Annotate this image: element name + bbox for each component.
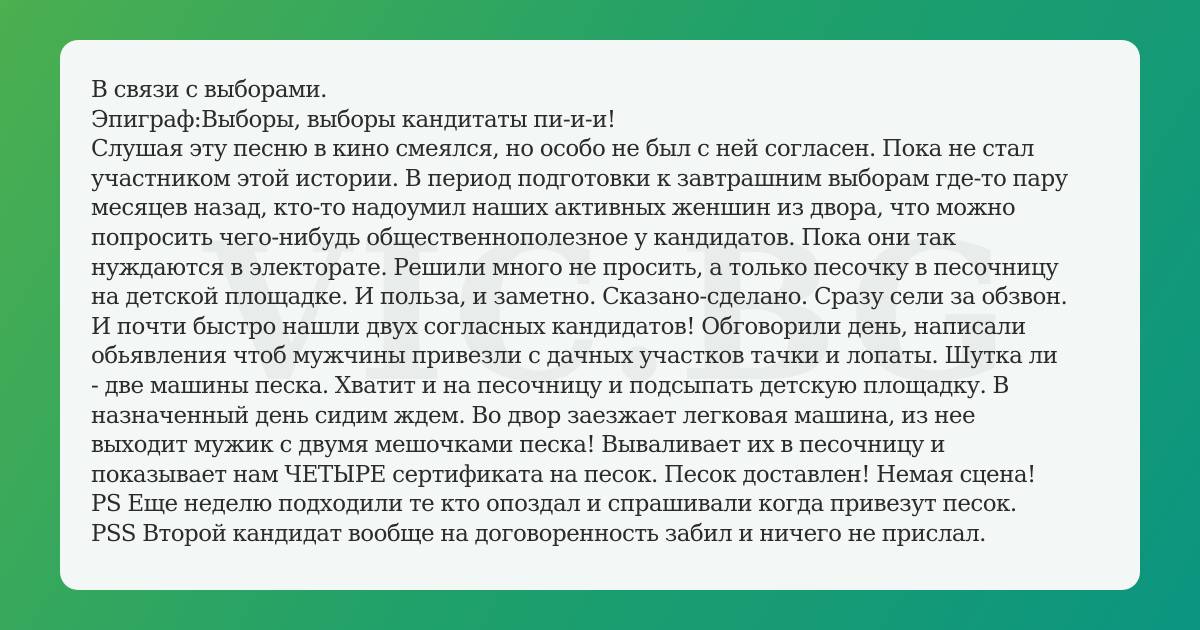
story-line: показывает нам ЧЕТЫРЕ сертификата на песок. Песок доставлен! Немая сцена! [91,461,1036,488]
story-line: - две машины песка. Хватит и на песочницу и подсыпать детскую площадку. В [91,372,1009,399]
story-line: назначенный день сидим ждем. Во двор заезжает легковая машина, из нее [91,402,976,429]
story-line: PS Еще неделю подходили те кто опоздал и спрашивали когда привезут песок. [91,491,1017,518]
story-card [60,40,1140,590]
story-line: обьявления чтоб мужчины привезли с дачных участков тачки и лопаты. Шутка ли [91,343,1058,370]
story-line: Эпиграф:Выборы, выборы кандитаты пи-и-и! [91,106,616,133]
story-line: попросить чего-нибудь общественнополезное у кандидатов. Пока они так [91,224,956,251]
story-line: В связи с выборами. [91,77,327,103]
story-line: Слушая эту песню в кино смеялся, но особо не был с ней согласен. Пока не стал [91,136,1034,163]
story-line: PSS Второй кандидат вообще на договоренность забил и ничего не прислал. [91,520,986,547]
story-line: на детской площадке. И польза, и заметно. Сказано-сделано. Сразу сели за обзвон. [91,284,1068,311]
story-text [91,76,1121,550]
story-line: И почти быстро нашли двух согласных кандидатов! Обговорили день, написали [91,313,1026,340]
story-line: месяцев назад, кто-то надоумил наших активных женшин из двора, что можно [91,195,1016,222]
story-line: участником этой истории. В период подготовки к завтрашним выборам где-то пару [91,165,1068,192]
story-line: выходит мужик с двумя мешочками песка! Вываливает их в песочницу и [91,432,945,459]
story-line: нуждаются в электорате. Решили много не просить, а только песочку в песочницу [91,254,1059,281]
